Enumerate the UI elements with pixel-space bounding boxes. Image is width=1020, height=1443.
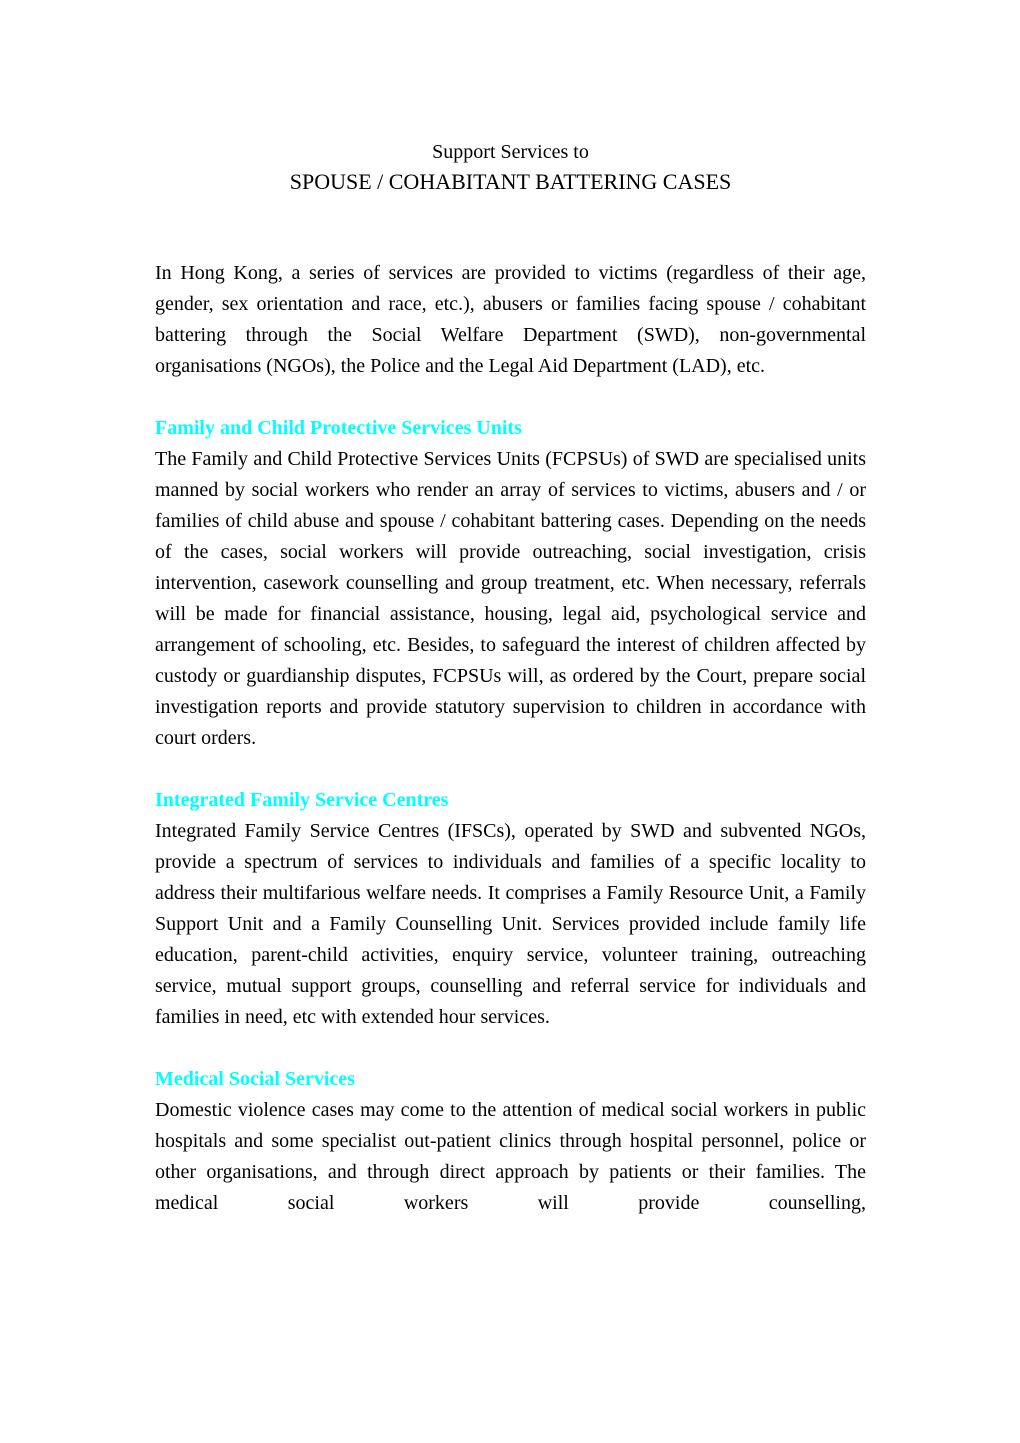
section-body: The Family and Child Protective Services Units (FCPSUs) of SWD are specialised units manned by social workers who render an array of services to victims, abusers and / or families of child abuse and spouse / cohabitant battering cases. Depending on the needs of the cases, social workers will provide outreaching, social investigation, crisis intervention, casework counselling and group treatment, etc. When necessary, referrals will be made for financial assistance, housing, legal aid, psychological service and arrangement of schooling, etc. Besides, to safeguard the interest of children affected by custody or guardianship disputes, FCPSUs will, as ordered by the Court, prepare social investigation reports and provide statutory supervision to children in accordance with court orders. <box>155 448 866 749</box>
document-subtitle: SPOUSE / COHABITANT BATTERING CASES <box>289 169 732 194</box>
section-medical-social <box>155 1064 866 1219</box>
document-page <box>155 139 866 1250</box>
section-heading: Medical Social Services <box>155 1068 355 1090</box>
section-fcpsu <box>155 413 866 754</box>
section-heading: Family and Child Protective Services Units <box>155 417 522 439</box>
intro-paragraph: In Hong Kong, a series of services are provided to victims (regardless of their age, gender, sex orientation and race, etc.), abusers or families facing spouse / cohabitant battering through the Social Welfare Department (SWD), non-governmental organisations (NGOs), the Police and the Legal Aid Department (LAD), etc. <box>155 262 866 377</box>
document-title: Support Services to <box>432 141 589 163</box>
section-ifsc <box>155 785 866 1033</box>
section-body: Integrated Family Service Centres (IFSCs), operated by SWD and subvented NGOs, provide a spectrum of services to individuals and families of a specific locality to address their multifarious welfare needs. It comprises a Family Resource Unit, a Family Support Unit and a Family Counselling Unit. Services provided include family life education, parent-child activities, enquiry service, volunteer training, outreaching service, mutual support groups, counselling and referral service for individuals and families in need, etc with extended hour services. <box>155 820 866 1028</box>
section-heading: Integrated Family Service Centres <box>155 789 449 811</box>
section-body: Domestic violence cases may come to the attention of medical social workers in public hospitals and some specialist out-patient clinics through hospital personnel, police or other organisations, and through direct approach by patients or their families. The medical social workers will provide counselling, <box>155 1099 866 1214</box>
